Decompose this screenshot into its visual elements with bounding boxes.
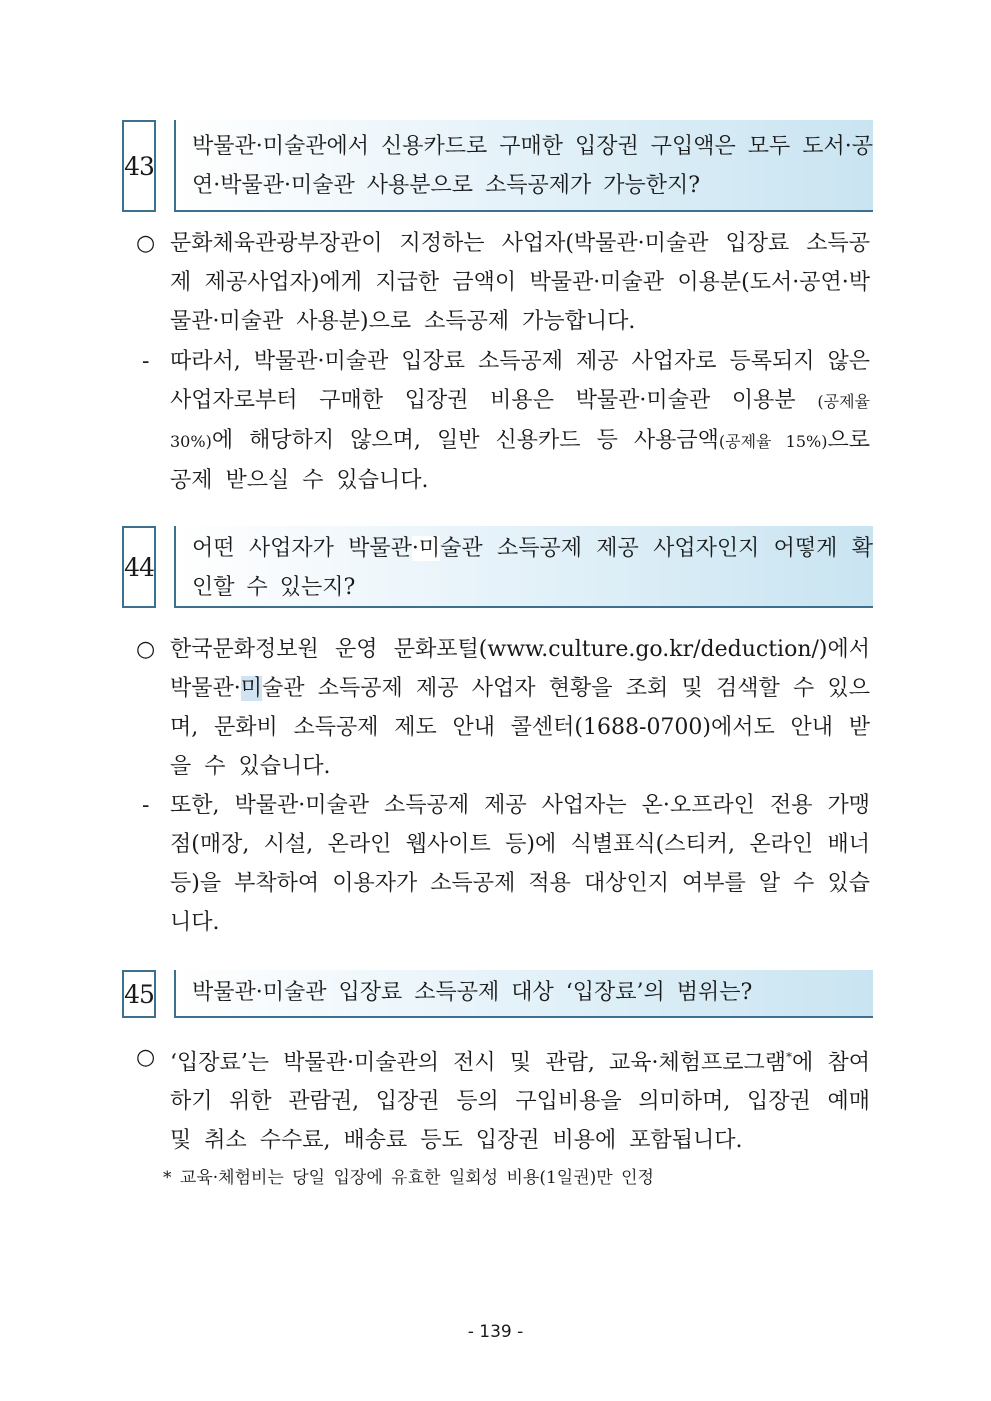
answer-45: ‘입장료’는 박물관·미술관의 전시 및 관람, 교육·체험프로그램*에 참여하기 위한 관람권, 입장권 등의 구입비용을 의미하며, 입장권 예매 및 취소 수수료, 배송료 등도 입장권 비용에 포함됩니다. [170, 1050, 871, 1154]
question-43 [122, 120, 873, 212]
question-number-45: 45 [122, 970, 156, 1018]
text-cursor-highlight: 미 [240, 676, 263, 701]
bullet-circle: ○ [136, 231, 156, 256]
question-number-44: 44 [122, 526, 156, 608]
question-text-43: 박물관·미술관에서 신용카드로 구매한 입장권 구입액은 모두 도서·공연·박물관·미술관 사용분으로 소득공제가 가능한지? [174, 120, 873, 212]
answer-43-sub-e: 으로 공제 받으실 수 있습니다. [170, 428, 870, 493]
question-45 [122, 970, 873, 1018]
answer-43-sub-rate-15: (공제율 15%) [718, 432, 828, 451]
question-number-43: 43 [122, 120, 156, 212]
dash-marker: - [142, 793, 150, 818]
answer-43-sub-rate-30: (공제율 30%) [170, 392, 871, 451]
question-text-45: 박물관·미술관 입장료 소득공제 대상 ‘입장료’의 범위는? [174, 970, 873, 1018]
answer-43: 문화체육관광부장관이 지정하는 사업자(박물관·미술관 입장료 소득공제 제공사업자)에게 지급한 금액이 박물관·미술관 이용분(도서·공연·박물관·미술관 사용분)으로 소득공제 가능합니다. [170, 231, 870, 334]
dash-marker: - [142, 349, 150, 374]
answer-43-sub-a: 따라서, 박물관·미술관 입장료 소득공제 제공 사업자로 등록되지 않은 사업자로부터 구매한 입장권 비용은 박물관·미술관 이용분 [170, 349, 870, 413]
bullet-circle: ○ [136, 637, 156, 662]
page-number: - 139 - [467, 1322, 524, 1342]
footnote-marker: * [786, 1050, 793, 1064]
answer-43-sub-c: 에 해당하지 않으며, 일반 신용카드 등 사용금액 [211, 428, 719, 453]
answer-44-sub: 또한, 박물관·미술관 소득공제 제공 사업자는 온·오프라인 전용 가맹점(매장, 시설, 온라인 웹사이트 등)에 식별표식(스티커, 온라인 배너 등)을 부착하여 이용자가 소득공제 적용 대상인지 여부를 알 수 있습니다. [170, 793, 870, 935]
answer-43-sub [170, 342, 870, 500]
selection-highlight: ·미 [411, 536, 441, 561]
question-44 [122, 526, 873, 608]
footnote: * 교육·체험비는 당일 입장에 유효한 일회성 비용(1일권)만 인정 [163, 1168, 654, 1188]
question-text-44: 어떤 사업자가 박물관·미술관 소득공제 제공 사업자인지 어떻게 확인할 수 있는지? [174, 526, 873, 608]
bullet-circle: ○ [136, 1045, 156, 1070]
answer-44: 한국문화정보원 운영 문화포털(www.culture.go.kr/deduction/)에서 박물관·미술관 소득공제 제공 사업자 현황을 조회 및 검색할 수 있으며, 문화비 소득공제 제도 안내 콜센터(1688-0700)에서도 안내 받을 수 있습니다. [170, 637, 870, 779]
